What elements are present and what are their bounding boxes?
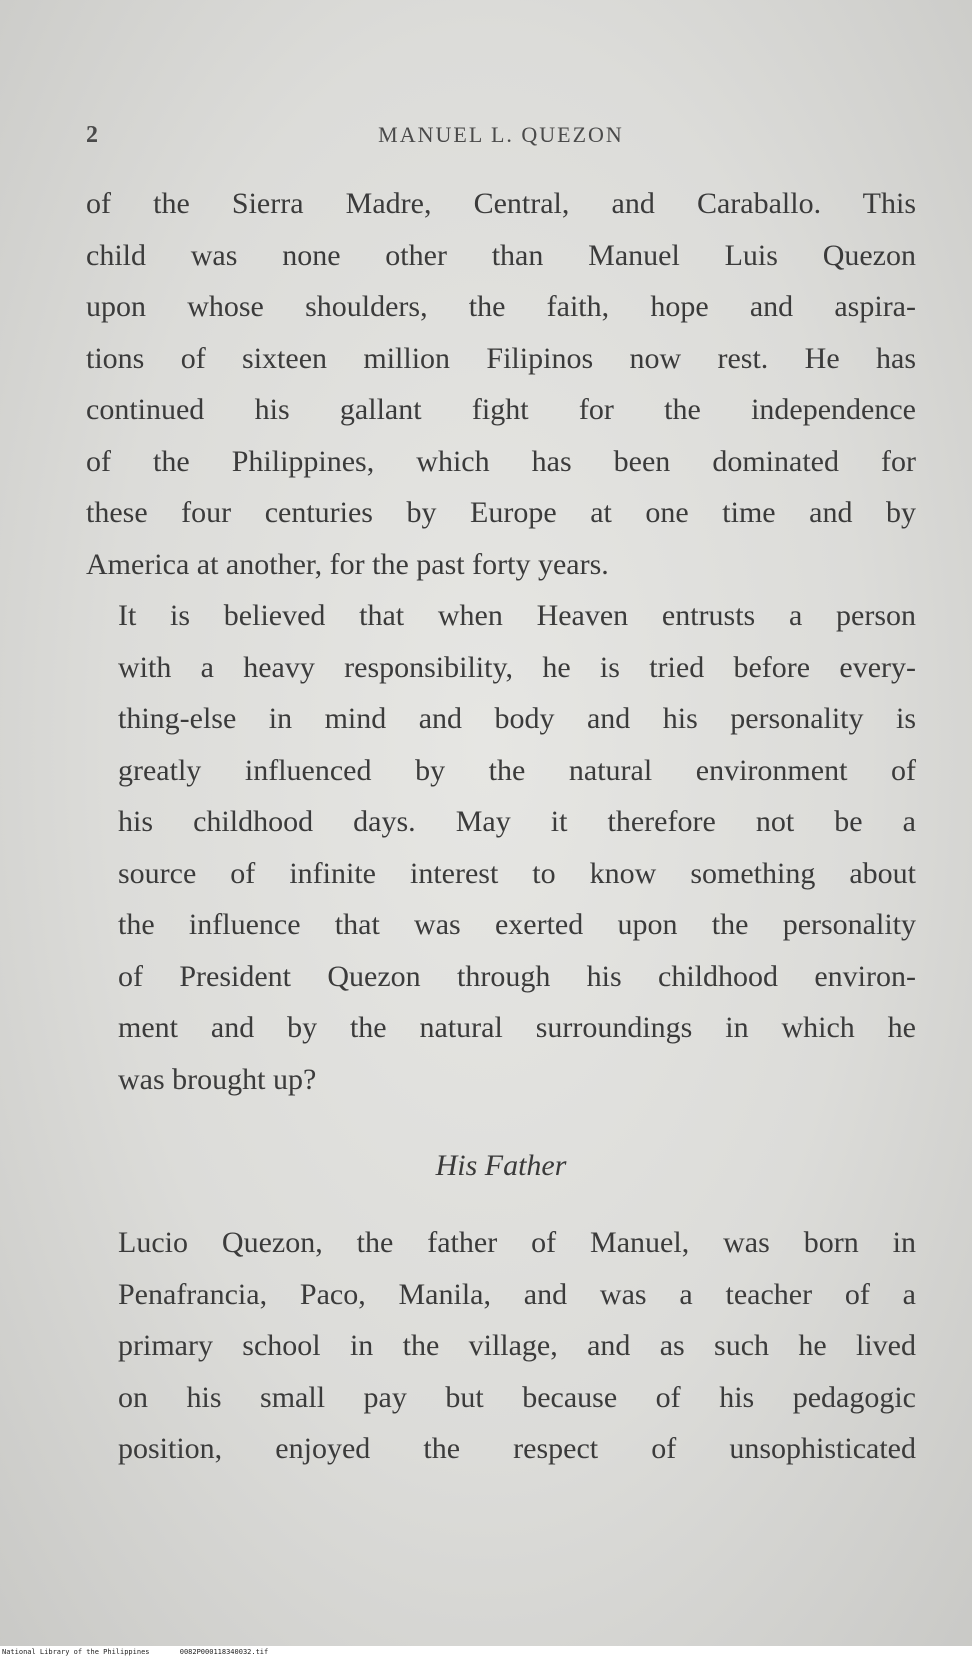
text-line: Penafrancia, Paco, Manila, and was a teacher of a [118,1277,916,1311]
text-line: primary school in the village, and as such he lived [118,1329,916,1362]
paragraph-2 [86,590,916,1105]
text-line: ment and by the natural surroundings in which he [118,1011,916,1044]
running-title: MANUEL L. QUEZON [378,122,624,147]
text-line: thing-else in mind and body and his personality is [118,702,916,735]
text-line: America at another, for the past forty years. [86,547,609,581]
text-line: with a heavy responsibility, he is tried before every- [118,650,916,684]
text-line: his childhood days. May it therefore not be a [118,805,916,838]
page-number: 2 [86,122,98,148]
text-line: tions of sixteen million Filipinos now rest. He has [86,341,916,375]
running-head [86,110,916,154]
text-line: was brought up? [118,1062,317,1096]
file-id: 0082P000118340032.tif [179,1648,269,1656]
scan-footer [0,1646,972,1658]
text-line: of the Sierra Madre, Central, and Caraballo. This [86,187,916,220]
text-line: Lucio Quezon, the father of Manuel, was born in [118,1226,916,1259]
text-line: on his small pay but because of his pedagogic [118,1380,916,1414]
book-page [86,110,916,1475]
text-line: source of infinite interest to know something about [118,856,916,890]
text-line: continued his gallant fight for the independence [86,393,916,426]
text-line: position, enjoyed the respect of unsophisticated [118,1432,916,1465]
library-credit: National Library of the Philippines [2,1648,150,1656]
text-line: of President Quezon through his childhood environ- [118,959,916,993]
text-line: upon whose shoulders, the faith, hope and aspira- [86,290,916,323]
text-line: the influence that was exerted upon the personality [118,908,916,941]
text-line: child was none other than Manuel Luis Quezon [86,238,916,272]
paragraph-1 [86,178,916,590]
paragraph-3 [86,1217,916,1475]
text-line: greatly influenced by the natural environment of [118,753,916,787]
section-heading: His Father [435,1149,567,1182]
text-line: of the Philippines, which has been dominated for [86,444,916,478]
text-line: these four centuries by Europe at one time and by [86,496,916,529]
text-line: It is believed that when Heaven entrusts a person [118,599,916,632]
